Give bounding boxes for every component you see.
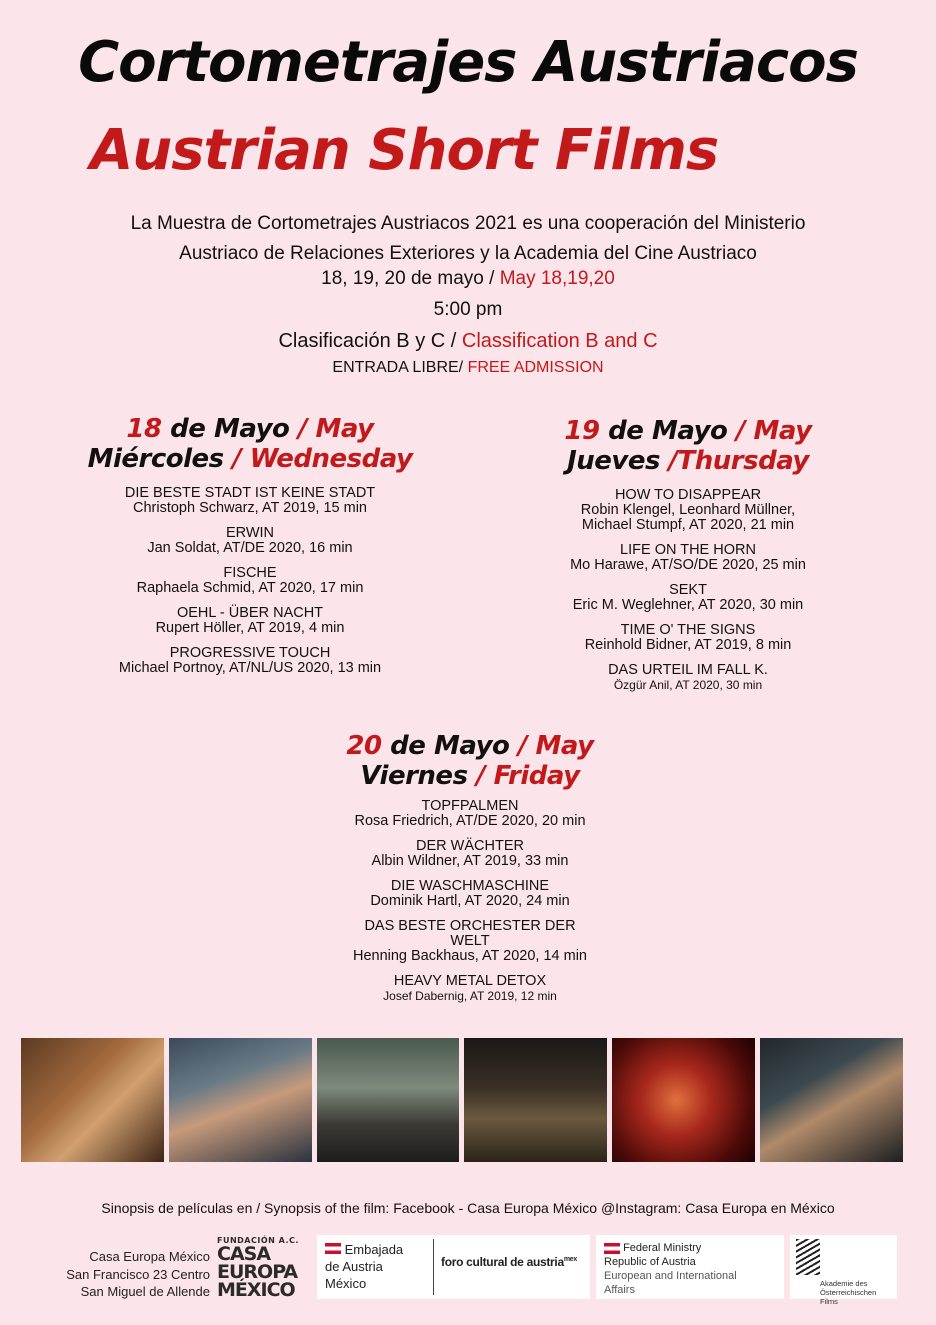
- film-title: HOW TO DISAPPEAR: [614, 487, 762, 503]
- film-meta: Mo Harawe, AT/SO/DE 2020, 25 min: [570, 557, 806, 573]
- film-item: [40, 486, 460, 516]
- day-header: [478, 416, 898, 476]
- film-meta: Christoph Schwarz, AT 2019, 15 min: [133, 500, 367, 516]
- classification-spanish: Clasificación B y C /: [278, 330, 457, 352]
- synopsis-line: Sinopsis de películas en / Synopsis of the film: Facebook - Casa Europa México @Instagram: Casa Europa en México: [101, 1200, 835, 1216]
- film-meta: Özgür Anil, AT 2020, 30 min: [613, 678, 763, 692]
- day-header: [240, 731, 700, 791]
- classification-line: [0, 330, 936, 353]
- film-title: DAS BESTE ORCHESTER DER: [364, 918, 576, 934]
- embassy-logo: [317, 1235, 590, 1299]
- film-item: [478, 488, 898, 533]
- film-title: FISCHE: [223, 565, 277, 581]
- address-line-3: San Miguel de Allende: [80, 1284, 210, 1299]
- day-month-english: / May: [735, 416, 812, 446]
- title-spanish: Cortometrajes Austriacos: [78, 30, 858, 95]
- film-title: DER WÄCHTER: [416, 838, 524, 854]
- logo-divider: [433, 1239, 434, 1295]
- dates-line: [0, 268, 936, 290]
- film-meta: Rupert Höller, AT 2019, 4 min: [155, 620, 345, 636]
- dates-english: May 18,19,20: [499, 268, 615, 289]
- federal-ministry-logo: [596, 1235, 784, 1299]
- logo-casa-word: CASA: [217, 1243, 271, 1265]
- film-still-image: [317, 1038, 460, 1162]
- film-item: [478, 583, 898, 613]
- day-number: 18: [126, 414, 162, 444]
- intro-line-2: Austriaco de Relaciones Exteriores y la Academia del Cine Austriaco: [179, 243, 757, 264]
- day-header: [40, 414, 460, 474]
- film-title: DAS URTEIL IM FALL K.: [608, 662, 768, 678]
- film-list: [240, 799, 700, 1004]
- film-title-2: WELT: [450, 933, 490, 949]
- film-title: PROGRESSIVE TOUCH: [169, 645, 331, 661]
- weekday-english: / Friday: [476, 761, 580, 791]
- ministry-line-2: Republic of Austria: [604, 1256, 696, 1268]
- film-item: [240, 839, 700, 869]
- film-meta: Robin Klengel, Leonhard Müllner,: [580, 502, 796, 518]
- day-date: de Mayo: [608, 416, 728, 446]
- day-block-20: [240, 731, 700, 1014]
- address-line-2: San Francisco 23 Centro: [66, 1266, 210, 1282]
- classification-english: Classification B and C: [461, 330, 658, 352]
- film-item: [240, 799, 700, 829]
- day-number: 19: [564, 416, 600, 446]
- admission-english: FREE ADMISSION: [467, 359, 604, 376]
- austria-flag-icon: [325, 1243, 341, 1254]
- foro-sup: mex: [563, 1256, 577, 1263]
- film-title: DIE WASCHMASCHINE: [390, 878, 550, 894]
- ministry-line-3: European and International: [604, 1270, 737, 1282]
- address-line-1: Casa Europa México: [89, 1249, 210, 1264]
- film-item: [240, 919, 700, 964]
- foro-text: foro cultural de austria: [441, 1255, 564, 1269]
- film-item: [240, 879, 700, 909]
- film-still-image: [464, 1038, 607, 1162]
- weekday-spanish: Viernes: [360, 761, 468, 791]
- film-still-image: [21, 1038, 164, 1162]
- film-meta: Reinhold Bidner, AT 2019, 8 min: [584, 637, 792, 653]
- film-academy-logo: [790, 1235, 897, 1306]
- day-date: de Mayo: [170, 414, 290, 444]
- film-meta: Josef Dabernig, AT 2019, 12 min: [383, 989, 557, 1003]
- film-item: [478, 623, 898, 653]
- logo-mexico-word: MÉXICO: [217, 1279, 295, 1301]
- film-meta: Henning Backhaus, AT 2020, 14 min: [352, 948, 588, 964]
- foro-cultural-logo: [441, 1255, 577, 1269]
- intro-line-1: La Muestra de Cortometrajes Austriacos 2021 es una cooperación del Ministerio: [130, 213, 806, 234]
- film-meta: Rosa Friedrich, AT/DE 2020, 20 min: [354, 813, 586, 829]
- film-meta: Michael Portnoy, AT/NL/US 2020, 13 min: [118, 660, 382, 676]
- logo-ac: A.C.: [278, 1236, 299, 1245]
- film-strip-icon: [796, 1239, 820, 1275]
- embassy-line-3: México: [325, 1276, 367, 1291]
- film-title: DIE BESTE STADT IST KEINE STADT: [124, 485, 376, 501]
- film-title: ERWIN: [225, 525, 275, 541]
- weekday-spanish: Miércoles: [87, 444, 224, 474]
- logo-europa-word: EUROPA: [217, 1261, 298, 1283]
- film-still-image: [760, 1038, 903, 1162]
- ministry-line-4: Affairs: [604, 1284, 635, 1296]
- embassy-line-2: de Austria: [325, 1259, 383, 1274]
- embassy-line-1: Embajada: [344, 1242, 404, 1257]
- day-month-english: / May: [297, 414, 374, 444]
- day-block-18: [40, 414, 460, 686]
- film-meta: Albin Wildner, AT 2019, 33 min: [371, 853, 569, 869]
- film-meta: Eric M. Weglehner, AT 2020, 30 min: [572, 597, 804, 613]
- dates-spanish: 18, 19, 20 de mayo /: [321, 268, 495, 289]
- film-meta-2: Michael Stumpf, AT 2020, 21 min: [581, 517, 795, 533]
- film-list: [478, 488, 898, 693]
- film-item: [40, 606, 460, 636]
- day-block-19: [478, 416, 898, 703]
- admission-line: [0, 359, 936, 377]
- day-date: de Mayo: [390, 731, 510, 761]
- venue-address: [40, 1248, 210, 1301]
- ministry-line-1: Federal Ministry: [623, 1242, 702, 1254]
- intro-text: [30, 209, 906, 269]
- film-title: TOPFPALMEN: [421, 798, 519, 814]
- weekday-english: /Thursday: [668, 446, 809, 476]
- film-meta: Dominik Hartl, AT 2020, 24 min: [370, 893, 570, 909]
- weekday-spanish: Jueves: [567, 446, 660, 476]
- time-line: 5:00 pm: [433, 299, 503, 320]
- day-number: 20: [346, 731, 382, 761]
- weekday-english: / Wednesday: [232, 444, 413, 474]
- film-still-image: [169, 1038, 312, 1162]
- film-stills-strip: [21, 1038, 903, 1162]
- logo-fundacion: FUNDACIÓN: [217, 1236, 276, 1245]
- film-title: HEAVY METAL DETOX: [393, 973, 547, 989]
- film-list: [40, 486, 460, 676]
- film-still-image: [612, 1038, 755, 1162]
- film-item: [40, 526, 460, 556]
- film-item: [240, 974, 700, 1004]
- academy-line-2: Österreichischen Films: [820, 1288, 877, 1306]
- admission-spanish: ENTRADA LIBRE/: [332, 359, 464, 376]
- film-item: [478, 543, 898, 573]
- film-meta: Jan Soldat, AT/DE 2020, 16 min: [147, 540, 353, 556]
- casa-europa-logo: [217, 1236, 312, 1300]
- film-title: OEHL - ÜBER NACHT: [176, 605, 324, 621]
- film-title: TIME O' THE SIGNS: [620, 622, 756, 638]
- title-english: Austrian Short Films: [90, 118, 719, 183]
- film-item: [478, 663, 898, 693]
- film-title: SEKT: [669, 582, 707, 598]
- day-month-english: / May: [517, 731, 594, 761]
- film-title: LIFE ON THE HORN: [620, 542, 756, 558]
- film-meta: Raphaela Schmid, AT 2020, 17 min: [136, 580, 364, 596]
- film-item: [40, 646, 460, 676]
- academy-line-1: Akademie des: [820, 1279, 868, 1288]
- film-item: [40, 566, 460, 596]
- austria-flag-icon: [604, 1243, 620, 1254]
